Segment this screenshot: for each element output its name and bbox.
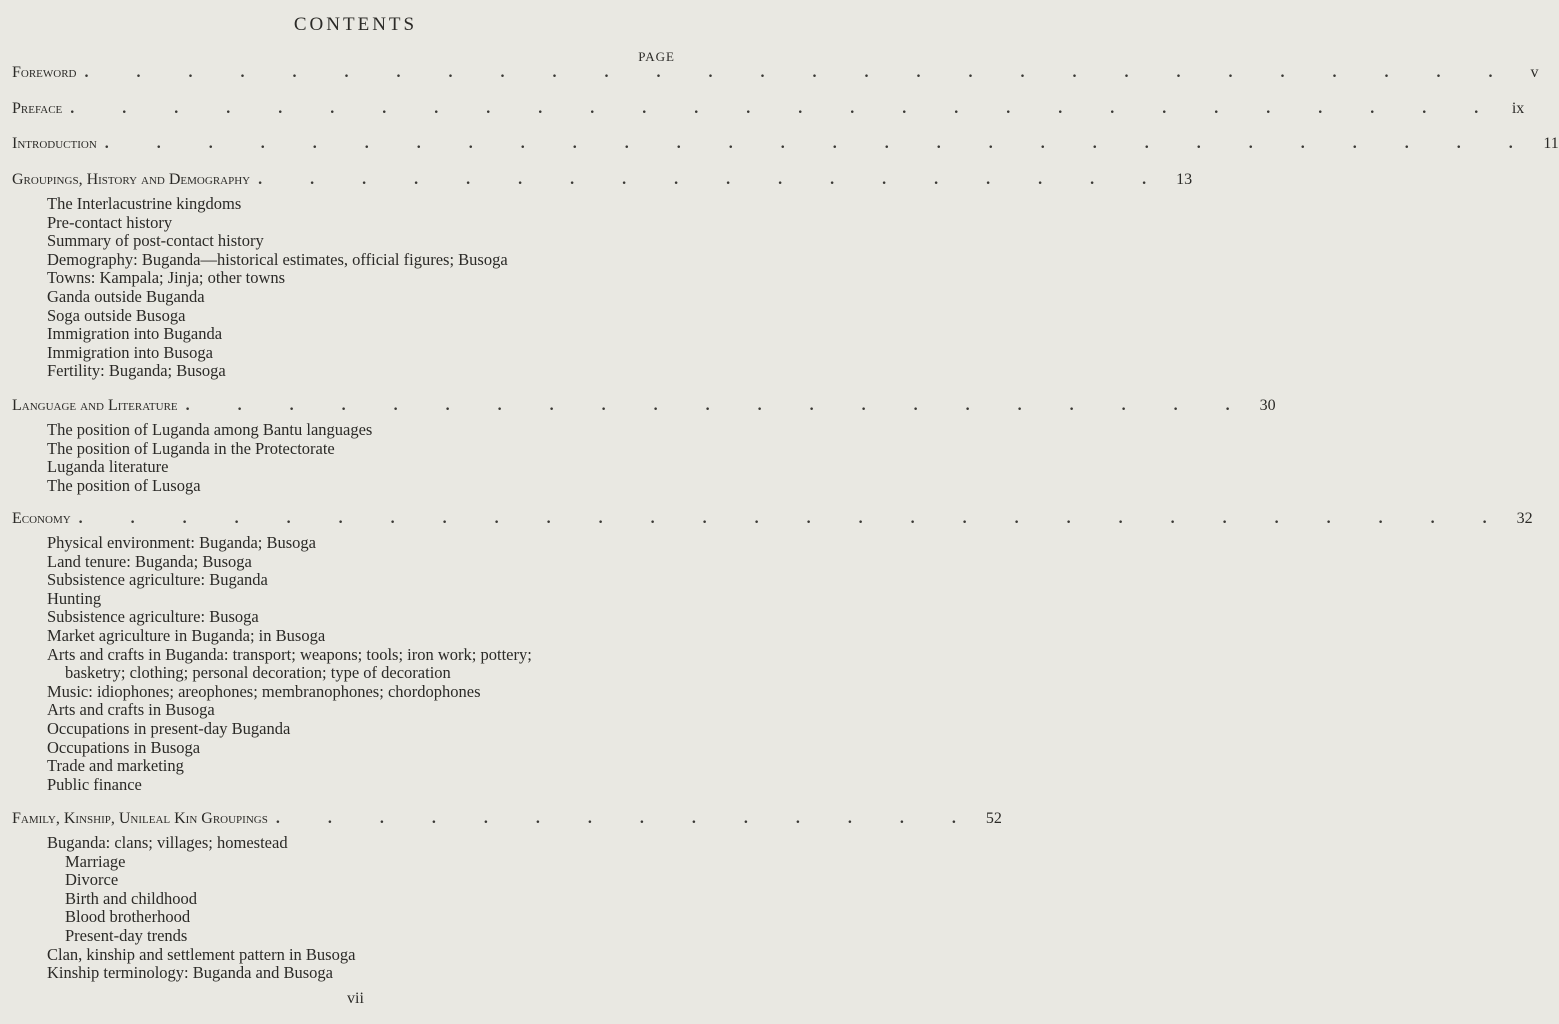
section-title: Language and Literature (12, 397, 178, 414)
subentry[interactable]: Ganda outside Buganda (47, 286, 205, 306)
folio-page-number: vii (347, 990, 364, 1007)
section-title: Family, Kinship, Unileal Kin Groupings (12, 810, 268, 827)
subentry[interactable]: Market agriculture in Buganda; in Busoga (47, 625, 326, 645)
section-family[interactable] (12, 810, 1002, 832)
subentry[interactable]: The position of Luganda among Bantu languages (47, 420, 373, 439)
section-groupings[interactable] (12, 171, 1193, 193)
subentry[interactable]: Public finance (47, 774, 142, 794)
section-title: Preface (12, 100, 63, 117)
subentry[interactable]: Occupations in present-day Buganda (47, 718, 291, 738)
subentry[interactable]: Land tenure: Buganda; Busoga (47, 551, 252, 571)
subentry-nested[interactable]: Divorce (65, 870, 119, 890)
section-title: Economy (12, 510, 71, 527)
subentry[interactable]: Clan, kinship and settlement pattern in Busoga (47, 944, 356, 964)
dot-leader: . . . . . . . . . . . . . . . . . . . . . . . . . . . . (78, 510, 1509, 527)
subentry[interactable]: Kinship terminology: Buganda and Busoga (47, 963, 333, 983)
subentry[interactable]: The position of Lusoga (47, 475, 201, 495)
subentry[interactable]: Hunting (47, 588, 102, 608)
section-foreword[interactable] (12, 64, 1539, 86)
language-subentries (47, 421, 691, 495)
dot-leader: . . . . . . . . . . . . . . . . . . . . . . . . . . . . (84, 64, 1515, 81)
subentry[interactable]: Immigration into Buganda (47, 324, 223, 344)
section-page-number: 30 (1259, 397, 1276, 414)
subentry[interactable]: Pre-contact history (47, 212, 173, 232)
subentry[interactable]: Luganda literature (47, 457, 169, 477)
subentry[interactable]: Immigration into Busoga (47, 342, 213, 362)
subentry[interactable]: Buganda: clans; villages; homestead (47, 833, 288, 852)
subentry[interactable]: Soga outside Busoga (47, 305, 186, 325)
subentry-nested[interactable]: Present-day trends (65, 925, 188, 945)
subentry[interactable]: Summary of post-contact history (47, 231, 264, 251)
section-title: Foreword (12, 64, 77, 81)
subentry[interactable]: Trade and marketing (47, 756, 184, 776)
section-introduction[interactable] (12, 135, 1559, 157)
section-page-number: 13 (1176, 171, 1193, 188)
family-subentries (47, 834, 691, 983)
subentry[interactable]: Music: idiophones; areophones; membranophones; chordophones (47, 681, 481, 701)
subentry-nested[interactable]: Blood brotherhood (65, 907, 191, 927)
page-column-label: PAGE (638, 49, 675, 64)
subentry-nested[interactable]: Birth and childhood (65, 888, 197, 908)
subentry[interactable]: The position of Luganda in the Protectorate (47, 438, 335, 458)
section-preface[interactable] (12, 100, 1525, 122)
section-language[interactable] (12, 397, 1276, 419)
section-title: Introduction (12, 135, 97, 152)
subentry[interactable]: Subsistence agriculture: Busoga (47, 607, 259, 627)
dot-leader: . . . . . . . . . . . . . . (275, 810, 978, 827)
section-economy[interactable] (12, 510, 1533, 532)
groupings-subentries (47, 195, 691, 381)
section-page-number: 32 (1516, 510, 1533, 527)
subentry[interactable]: Arts and crafts in Busoga (47, 700, 215, 720)
section-page-number: ix (1511, 100, 1525, 117)
page-title: CONTENTS (293, 14, 418, 35)
subentry[interactable]: Physical environment: Buganda; Busoga (47, 533, 317, 552)
economy-subentries (47, 534, 691, 794)
dot-leader: . . . . . . . . . . . . . . . . . . . . . (185, 397, 1252, 414)
subentry[interactable]: Subsistence agriculture: Buganda (47, 570, 268, 590)
subentry-nested[interactable]: Marriage (65, 851, 126, 871)
subentry-continuation[interactable]: basketry; clothing; personal decoration; type of decoration (65, 663, 451, 683)
dot-leader: . . . . . . . . . . . . . . . . . . . . . . . . . . . . (70, 100, 1501, 117)
subentry[interactable]: Occupations in Busoga (47, 737, 201, 757)
section-title: Groupings, History and Demography (12, 171, 251, 188)
subentry[interactable]: Demography: Buganda—historical estimates, official figures; Busoga (47, 249, 508, 269)
subentry[interactable]: Fertility: Buganda; Busoga (47, 361, 226, 381)
subentry[interactable]: Arts and crafts in Buganda: transport; weapons; tools; iron work; pottery; (47, 644, 532, 664)
dot-leader: . . . . . . . . . . . . . . . . . . . . . . . . . . . . (104, 135, 1535, 152)
section-page-number: 11 (1543, 135, 1559, 152)
subentry[interactable]: The Interlacustrine kingdoms (47, 194, 242, 213)
section-page-number: v (1530, 64, 1539, 81)
dot-leader: . . . . . . . . . . . . . . . . . . (258, 171, 1169, 188)
section-page-number: 52 (985, 810, 1002, 827)
subentry[interactable]: Towns: Kampala; Jinja; other towns (47, 268, 286, 288)
